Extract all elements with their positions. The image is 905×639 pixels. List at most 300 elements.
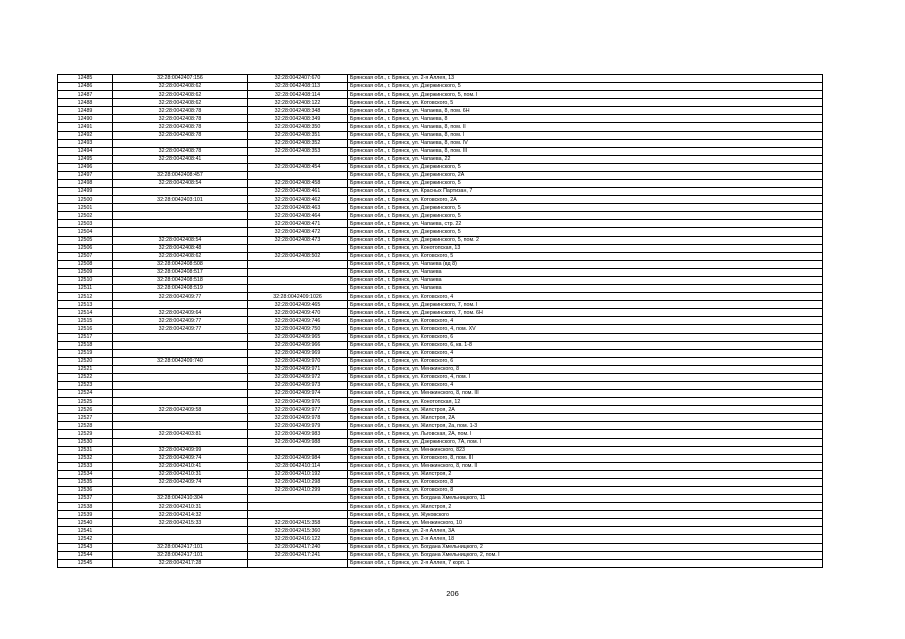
address-cell: Брянская обл., г. Брянск, ул. Дзержинского, 5	[348, 83, 823, 91]
row-number-cell: 12527	[58, 414, 113, 422]
parcel-cadastral-number-cell: 32:28:0042414:32	[113, 511, 248, 519]
row-number-cell: 12503	[58, 220, 113, 228]
object-cadastral-number-cell: 32:28:0042409:750	[248, 325, 348, 333]
object-cadastral-number-cell: 32:28:0042415:358	[248, 519, 348, 527]
row-number-cell: 12525	[58, 398, 113, 406]
table-row	[58, 236, 823, 244]
address-cell: Брянская обл., г. Брянск, ул. Менжинского, 8, пом. II	[348, 462, 823, 470]
object-cadastral-number-cell: 32:28:0042408:461	[248, 188, 348, 196]
table-row	[58, 398, 823, 406]
object-cadastral-number-cell: 32:28:0042408:462	[248, 196, 348, 204]
object-cadastral-number-cell: 32:28:0042408:114	[248, 91, 348, 99]
table-row	[58, 414, 823, 422]
parcel-cadastral-number-cell	[113, 204, 248, 212]
row-number-cell: 12507	[58, 252, 113, 260]
table-row	[58, 228, 823, 236]
address-cell: Брянская обл., г. Брянск, ул. Дзержинского, 5	[348, 204, 823, 212]
address-cell: Брянская обл., г. Брянск, ул. 2-я Аллея, 7 корп. 1	[348, 559, 823, 567]
object-cadastral-number-cell	[248, 244, 348, 252]
object-cadastral-number-cell: 32:28:0042408:113	[248, 83, 348, 91]
table-row	[58, 365, 823, 373]
table-row	[58, 309, 823, 317]
address-cell: Брянская обл., г. Брянск, ул. 2-я Аллея, 18	[348, 535, 823, 543]
address-cell: Брянская обл., г. Брянск, ул. 2-я Аллея, 13	[348, 75, 823, 83]
object-cadastral-number-cell: 32:28:0042409:976	[248, 398, 348, 406]
object-cadastral-number-cell: 32:28:0042408:458	[248, 180, 348, 188]
address-cell: Брянская обл., г. Брянск, ул. Жилстроя, 2А	[348, 414, 823, 422]
parcel-cadastral-number-cell: 32:28:0042408:518	[113, 276, 248, 284]
object-cadastral-number-cell: 32:28:0042408:350	[248, 123, 348, 131]
table-row	[58, 349, 823, 357]
table-row	[58, 123, 823, 131]
object-cadastral-number-cell: 32:28:0042408:472	[248, 228, 348, 236]
object-cadastral-number-cell: 32:28:0042409:973	[248, 381, 348, 389]
row-number-cell: 12517	[58, 333, 113, 341]
object-cadastral-number-cell: 32:28:0042409:746	[248, 317, 348, 325]
address-cell: Брянская обл., г. Брянск, ул. Дзержинского, 7, пом. I	[348, 301, 823, 309]
table-row	[58, 91, 823, 99]
row-number-cell: 12497	[58, 171, 113, 179]
address-cell: Брянская обл., г. Брянск, ул. Чапаева, 8, пом. IV	[348, 139, 823, 147]
table-row	[58, 486, 823, 494]
row-number-cell: 12524	[58, 390, 113, 398]
object-cadastral-number-cell: 32:28:0042408:353	[248, 147, 348, 155]
parcel-cadastral-number-cell	[113, 333, 248, 341]
address-cell: Брянская обл., г. Брянск, ул. Красных Партизан, 7	[348, 188, 823, 196]
parcel-cadastral-number-cell	[113, 212, 248, 220]
parcel-cadastral-number-cell: 32:28:0042407:156	[113, 75, 248, 83]
row-number-cell: 12501	[58, 204, 113, 212]
object-cadastral-number-cell: 32:28:0042408:122	[248, 99, 348, 107]
table-row	[58, 503, 823, 511]
parcel-cadastral-number-cell: 32:28:0042408:48	[113, 244, 248, 252]
table-row	[58, 357, 823, 365]
parcel-cadastral-number-cell: 32:28:0042409:74	[113, 478, 248, 486]
object-cadastral-number-cell: 32:28:0042409:971	[248, 365, 348, 373]
row-number-cell: 12514	[58, 309, 113, 317]
parcel-cadastral-number-cell: 32:28:0042409:740	[113, 357, 248, 365]
row-number-cell: 12531	[58, 446, 113, 454]
row-number-cell: 12545	[58, 559, 113, 567]
row-number-cell: 12516	[58, 325, 113, 333]
object-cadastral-number-cell: 32:28:0042408:471	[248, 220, 348, 228]
parcel-cadastral-number-cell	[113, 220, 248, 228]
table-row	[58, 83, 823, 91]
address-cell: Брянская обл., г. Брянск, ул. Жилстроя, 2	[348, 503, 823, 511]
address-cell: Брянская обл., г. Брянск, ул. Жуковского	[348, 511, 823, 519]
parcel-cadastral-number-cell: 32:28:0042417:101	[113, 551, 248, 559]
table-row	[58, 325, 823, 333]
object-cadastral-number-cell	[248, 495, 348, 503]
address-cell: Брянская обл., г. Брянск, ул. Богдана Хмельницкого, 2	[348, 543, 823, 551]
parcel-cadastral-number-cell: 32:28:0042409:64	[113, 309, 248, 317]
table-row	[58, 430, 823, 438]
parcel-cadastral-number-cell	[113, 365, 248, 373]
parcel-cadastral-number-cell	[113, 527, 248, 535]
row-number-cell: 12538	[58, 503, 113, 511]
parcel-cadastral-number-cell: 32:28:0042410:31	[113, 503, 248, 511]
address-cell: Брянская обл., г. Брянск, ул. Менжинского, 8	[348, 365, 823, 373]
address-cell: Брянская обл., г. Брянск, ул. Котовского, 4	[348, 381, 823, 389]
parcel-cadastral-number-cell: 32:28:0042409:77	[113, 325, 248, 333]
object-cadastral-number-cell: 32:28:0042409:977	[248, 406, 348, 414]
address-cell: Брянская обл., г. Брянск, ул. Котовского, 4, пом. I	[348, 373, 823, 381]
parcel-cadastral-number-cell: 32:28:0042409:77	[113, 317, 248, 325]
row-number-cell: 12505	[58, 236, 113, 244]
table-row	[58, 131, 823, 139]
object-cadastral-number-cell: 32:28:0042409:965	[248, 333, 348, 341]
parcel-cadastral-number-cell: 32:28:0042408:457	[113, 171, 248, 179]
object-cadastral-number-cell: 32:28:0042409:974	[248, 390, 348, 398]
row-number-cell: 12485	[58, 75, 113, 83]
row-number-cell: 12528	[58, 422, 113, 430]
address-cell: Брянская обл., г. Брянск, ул. Котовского, 4, пом. XV	[348, 325, 823, 333]
row-number-cell: 12486	[58, 83, 113, 91]
object-cadastral-number-cell: 32:28:0042410:192	[248, 470, 348, 478]
row-number-cell: 12542	[58, 535, 113, 543]
row-number-cell: 12493	[58, 139, 113, 147]
address-cell: Брянская обл., г. Брянск, ул. Дзержинского, 5	[348, 180, 823, 188]
address-cell: Брянская обл., г. Брянск, ул. Менжинского, 10	[348, 519, 823, 527]
row-number-cell: 12487	[58, 91, 113, 99]
address-cell: Брянская обл., г. Брянск, ул. Богдана Хмельницкого, 11	[348, 495, 823, 503]
address-cell: Брянская обл., г. Брянск, ул. Дзержинского, 2А	[348, 171, 823, 179]
parcel-cadastral-number-cell	[113, 381, 248, 389]
table-row	[58, 171, 823, 179]
address-cell: Брянская обл., г. Брянск, ул. Чапаева	[348, 268, 823, 276]
address-cell: Брянская обл., г. Брянск, ул. Котовского, 5	[348, 252, 823, 260]
address-cell: Брянская обл., г. Брянск, ул. Котовского, 4	[348, 293, 823, 301]
address-cell: Брянская обл., г. Брянск, ул. Дзержинского, 5	[348, 228, 823, 236]
table-row	[58, 115, 823, 123]
table-row	[58, 519, 823, 527]
object-cadastral-number-cell: 32:28:0042410:298	[248, 478, 348, 486]
row-number-cell: 12515	[58, 317, 113, 325]
table-row	[58, 260, 823, 268]
table-row	[58, 75, 823, 83]
row-number-cell: 12520	[58, 357, 113, 365]
parcel-cadastral-number-cell: 32:28:0042408:517	[113, 268, 248, 276]
parcel-cadastral-number-cell: 32:28:0042403:101	[113, 196, 248, 204]
address-cell: Брянская обл., г. Брянск, ул. Дзержинского, 5	[348, 212, 823, 220]
table-row	[58, 478, 823, 486]
parcel-cadastral-number-cell	[113, 188, 248, 196]
row-number-cell: 12526	[58, 406, 113, 414]
address-cell: Брянская обл., г. Брянск, ул. Богдана Хмельницкого, 2, пом. I	[348, 551, 823, 559]
object-cadastral-number-cell: 32:28:0042408:349	[248, 115, 348, 123]
row-number-cell: 12490	[58, 115, 113, 123]
parcel-cadastral-number-cell: 32:28:0042415:33	[113, 519, 248, 527]
row-number-cell: 12536	[58, 486, 113, 494]
parcel-cadastral-number-cell	[113, 301, 248, 309]
address-cell: Брянская обл., г. Брянск, ул. Котовского, 2А	[348, 196, 823, 204]
page-number: 206	[446, 589, 459, 598]
parcel-cadastral-number-cell: 32:28:0042408:78	[113, 107, 248, 115]
parcel-cadastral-number-cell	[113, 139, 248, 147]
address-cell: Брянская обл., г. Брянск, ул. Конотопская, 13	[348, 244, 823, 252]
table-row	[58, 285, 823, 293]
parcel-cadastral-number-cell: 32:28:0042403:81	[113, 430, 248, 438]
table-row	[58, 551, 823, 559]
row-number-cell: 12529	[58, 430, 113, 438]
object-cadastral-number-cell: 32:28:0042408:352	[248, 139, 348, 147]
object-cadastral-number-cell: 32:28:0042417:240	[248, 543, 348, 551]
table-row	[58, 155, 823, 163]
row-number-cell: 12495	[58, 155, 113, 163]
object-cadastral-number-cell	[248, 155, 348, 163]
address-cell: Брянская обл., г. Брянск, ул. Котовского, 6, кв. 1-8	[348, 341, 823, 349]
row-number-cell: 12500	[58, 196, 113, 204]
object-cadastral-number-cell: 32:28:0042410:299	[248, 486, 348, 494]
table-row	[58, 107, 823, 115]
row-number-cell: 12498	[58, 180, 113, 188]
row-number-cell: 12494	[58, 147, 113, 155]
object-cadastral-number-cell: 32:28:0042408:351	[248, 131, 348, 139]
row-number-cell: 12492	[58, 131, 113, 139]
row-number-cell: 12539	[58, 511, 113, 519]
parcel-cadastral-number-cell: 32:28:0042409:74	[113, 454, 248, 462]
table-row	[58, 301, 823, 309]
address-cell: Брянская обл., г. Брянск, ул. Дзержинского, 7, пом. 6Н	[348, 309, 823, 317]
address-cell: Брянская обл., г. Брянск, ул. Чапаева, стр. 22	[348, 220, 823, 228]
table-row	[58, 462, 823, 470]
table-row	[58, 406, 823, 414]
table-row	[58, 470, 823, 478]
row-number-cell: 12537	[58, 495, 113, 503]
address-cell: Брянская обл., г. Брянск, ул. Дзержинского, 5, пом. I	[348, 91, 823, 99]
address-cell: Брянская обл., г. Брянск, ул. Котовского, 8, пом. III	[348, 454, 823, 462]
address-cell: Брянская обл., г. Брянск, ул. Котовского, 4	[348, 349, 823, 357]
table-body	[58, 75, 823, 568]
row-number-cell: 12488	[58, 99, 113, 107]
object-cadastral-number-cell: 32:28:0042409:1026	[248, 293, 348, 301]
address-cell: Брянская обл., г. Брянск, ул. Чапаева	[348, 285, 823, 293]
table-row	[58, 188, 823, 196]
row-number-cell: 12541	[58, 527, 113, 535]
address-cell: Брянская обл., г. Брянск, ул. 2-я Аллея, 3А	[348, 527, 823, 535]
table-row	[58, 139, 823, 147]
row-number-cell: 12543	[58, 543, 113, 551]
row-number-cell: 12523	[58, 381, 113, 389]
parcel-cadastral-number-cell: 32:28:0042408:62	[113, 99, 248, 107]
row-number-cell: 12502	[58, 212, 113, 220]
address-cell: Брянская обл., г. Брянск, ул. Чапаева, 8, пом. III	[348, 147, 823, 155]
object-cadastral-number-cell: 32:28:0042409:970	[248, 357, 348, 365]
table-row	[58, 390, 823, 398]
object-cadastral-number-cell: 32:28:0042410:114	[248, 462, 348, 470]
parcel-cadastral-number-cell: 32:28:0042408:78	[113, 123, 248, 131]
object-cadastral-number-cell	[248, 503, 348, 511]
parcel-cadastral-number-cell: 32:28:0042408:62	[113, 83, 248, 91]
table-row	[58, 535, 823, 543]
parcel-cadastral-number-cell: 32:28:0042408:41	[113, 155, 248, 163]
object-cadastral-number-cell	[248, 276, 348, 284]
address-cell: Брянская обл., г. Брянск, ул. Конотопская, 12	[348, 398, 823, 406]
parcel-cadastral-number-cell: 32:28:0042409:58	[113, 406, 248, 414]
table-row	[58, 212, 823, 220]
row-number-cell: 12519	[58, 349, 113, 357]
row-number-cell: 12534	[58, 470, 113, 478]
table-row	[58, 317, 823, 325]
table-row	[58, 220, 823, 228]
object-cadastral-number-cell	[248, 260, 348, 268]
row-number-cell: 12491	[58, 123, 113, 131]
object-cadastral-number-cell: 32:28:0042408:473	[248, 236, 348, 244]
object-cadastral-number-cell: 32:28:0042408:454	[248, 163, 348, 171]
table-row	[58, 527, 823, 535]
object-cadastral-number-cell: 32:28:0042407:670	[248, 75, 348, 83]
object-cadastral-number-cell: 32:28:0042409:470	[248, 309, 348, 317]
table-row	[58, 293, 823, 301]
row-number-cell: 12518	[58, 341, 113, 349]
table-row	[58, 99, 823, 107]
parcel-cadastral-number-cell	[113, 228, 248, 236]
table-row	[58, 333, 823, 341]
row-number-cell: 12512	[58, 293, 113, 301]
object-cadastral-number-cell	[248, 511, 348, 519]
address-cell: Брянская обл., г. Брянск, ул. Чапаева	[348, 276, 823, 284]
parcel-cadastral-number-cell	[113, 398, 248, 406]
parcel-cadastral-number-cell: 32:28:0042408:519	[113, 285, 248, 293]
address-cell: Брянская обл., г. Брянск, ул. Чапаева, 8, пом. I	[348, 131, 823, 139]
row-number-cell: 12522	[58, 373, 113, 381]
object-cadastral-number-cell: 32:28:0042408:502	[248, 252, 348, 260]
object-cadastral-number-cell: 32:28:0042409:984	[248, 454, 348, 462]
parcel-cadastral-number-cell: 32:28:0042408:78	[113, 131, 248, 139]
parcel-cadastral-number-cell: 32:28:0042417:101	[113, 543, 248, 551]
table-row	[58, 454, 823, 462]
row-number-cell: 12513	[58, 301, 113, 309]
object-cadastral-number-cell: 32:28:0042409:983	[248, 430, 348, 438]
parcel-cadastral-number-cell	[113, 163, 248, 171]
table-row	[58, 543, 823, 551]
table-row	[58, 276, 823, 284]
address-cell: Брянская обл., г. Брянск, ул. Котовского, 6	[348, 357, 823, 365]
table-row	[58, 373, 823, 381]
object-cadastral-number-cell	[248, 559, 348, 567]
address-cell: Брянская обл., г. Брянск, ул. Менжинского, 823	[348, 446, 823, 454]
object-cadastral-number-cell: 32:28:0042409:972	[248, 373, 348, 381]
row-number-cell: 12540	[58, 519, 113, 527]
row-number-cell: 12496	[58, 163, 113, 171]
address-cell: Брянская обл., г. Брянск, ул. Чапаева, 8, пом. 6Н	[348, 107, 823, 115]
address-cell: Брянская обл., г. Брянск, ул. Льговская, 2А, пом. I	[348, 430, 823, 438]
parcel-cadastral-number-cell: 32:28:0042408:78	[113, 115, 248, 123]
parcel-cadastral-number-cell	[113, 373, 248, 381]
parcel-cadastral-number-cell: 32:28:0042409:99	[113, 446, 248, 454]
address-cell: Брянская обл., г. Брянск, ул. Дзержинского, 7А, пом. I	[348, 438, 823, 446]
parcel-cadastral-number-cell: 32:28:0042410:304	[113, 495, 248, 503]
address-cell: Брянская обл., г. Брянск, ул. Котовского, 4	[348, 317, 823, 325]
parcel-cadastral-number-cell	[113, 438, 248, 446]
row-number-cell: 12544	[58, 551, 113, 559]
table-row	[58, 495, 823, 503]
table-row	[58, 511, 823, 519]
row-number-cell: 12532	[58, 454, 113, 462]
table-row	[58, 180, 823, 188]
row-number-cell: 12489	[58, 107, 113, 115]
address-cell: Брянская обл., г. Брянск, ул. Котовского, 8	[348, 486, 823, 494]
parcel-cadastral-number-cell: 32:28:0042417:28	[113, 559, 248, 567]
object-cadastral-number-cell: 32:28:0042417:241	[248, 551, 348, 559]
address-cell: Брянская обл., г. Брянск, ул. Менжинского, 8, пом. III	[348, 390, 823, 398]
parcel-cadastral-number-cell: 32:28:0042408:54	[113, 180, 248, 188]
address-cell: Брянская обл., г. Брянск, ул. Чапаева, 22	[348, 155, 823, 163]
table-row	[58, 422, 823, 430]
row-number-cell: 12506	[58, 244, 113, 252]
object-cadastral-number-cell: 32:28:0042408:463	[248, 204, 348, 212]
object-cadastral-number-cell	[248, 446, 348, 454]
object-cadastral-number-cell: 32:28:0042409:465	[248, 301, 348, 309]
parcel-cadastral-number-cell	[113, 349, 248, 357]
object-cadastral-number-cell: 32:28:0042409:969	[248, 349, 348, 357]
parcel-cadastral-number-cell	[113, 390, 248, 398]
object-cadastral-number-cell: 32:28:0042409:979	[248, 422, 348, 430]
address-cell: Брянская обл., г. Брянск, ул. Котовского, 8	[348, 478, 823, 486]
address-cell: Брянская обл., г. Брянск, ул. Чапаева (вд 8)	[348, 260, 823, 268]
row-number-cell: 12511	[58, 285, 113, 293]
table-row	[58, 381, 823, 389]
table-row	[58, 204, 823, 212]
parcel-cadastral-number-cell: 32:28:0042410:41	[113, 462, 248, 470]
parcel-cadastral-number-cell: 32:28:0042408:54	[113, 236, 248, 244]
parcel-cadastral-number-cell	[113, 341, 248, 349]
table-row	[58, 341, 823, 349]
parcel-cadastral-number-cell	[113, 486, 248, 494]
parcel-cadastral-number-cell	[113, 422, 248, 430]
row-number-cell: 12499	[58, 188, 113, 196]
parcel-cadastral-number-cell	[113, 535, 248, 543]
object-cadastral-number-cell: 32:28:0042409:988	[248, 438, 348, 446]
object-cadastral-number-cell	[248, 285, 348, 293]
row-number-cell: 12530	[58, 438, 113, 446]
table-row	[58, 252, 823, 260]
parcel-cadastral-number-cell: 32:28:0042408:62	[113, 91, 248, 99]
table-row	[58, 438, 823, 446]
object-cadastral-number-cell: 32:28:0042409:978	[248, 414, 348, 422]
parcel-cadastral-number-cell: 32:28:0042409:77	[113, 293, 248, 301]
object-cadastral-number-cell: 32:28:0042408:348	[248, 107, 348, 115]
table-row	[58, 147, 823, 155]
address-cell: Брянская обл., г. Брянск, ул. Чапаева, 8, пом. II	[348, 123, 823, 131]
parcel-cadastral-number-cell: 32:28:0042410:31	[113, 470, 248, 478]
parcel-cadastral-number-cell: 32:28:0042408:62	[113, 252, 248, 260]
row-number-cell: 12510	[58, 276, 113, 284]
cadastral-table	[57, 74, 823, 568]
address-cell: Брянская обл., г. Брянск, ул. Котовского, 6	[348, 333, 823, 341]
row-number-cell: 12504	[58, 228, 113, 236]
parcel-cadastral-number-cell: 32:28:0042408:508	[113, 260, 248, 268]
row-number-cell: 12521	[58, 365, 113, 373]
object-cadastral-number-cell: 32:28:0042416:122	[248, 535, 348, 543]
address-cell: Брянская обл., г. Брянск, ул. Котовского, 5	[348, 99, 823, 107]
object-cadastral-number-cell: 32:28:0042415:360	[248, 527, 348, 535]
object-cadastral-number-cell	[248, 171, 348, 179]
parcel-cadastral-number-cell: 32:28:0042408:78	[113, 147, 248, 155]
table-row	[58, 244, 823, 252]
row-number-cell: 12533	[58, 462, 113, 470]
object-cadastral-number-cell: 32:28:0042408:464	[248, 212, 348, 220]
table-row	[58, 196, 823, 204]
table-row	[58, 268, 823, 276]
object-cadastral-number-cell	[248, 268, 348, 276]
row-number-cell: 12509	[58, 268, 113, 276]
address-cell: Брянская обл., г. Брянск, ул. Дзержинского, 5, пом. 2	[348, 236, 823, 244]
address-cell: Брянская обл., г. Брянск, ул. Жилстроя, 2А	[348, 406, 823, 414]
object-cadastral-number-cell: 32:28:0042409:966	[248, 341, 348, 349]
table-row	[58, 163, 823, 171]
address-cell: Брянская обл., г. Брянск, ул. Жилстроя, 2а, пом. 1-3	[348, 422, 823, 430]
